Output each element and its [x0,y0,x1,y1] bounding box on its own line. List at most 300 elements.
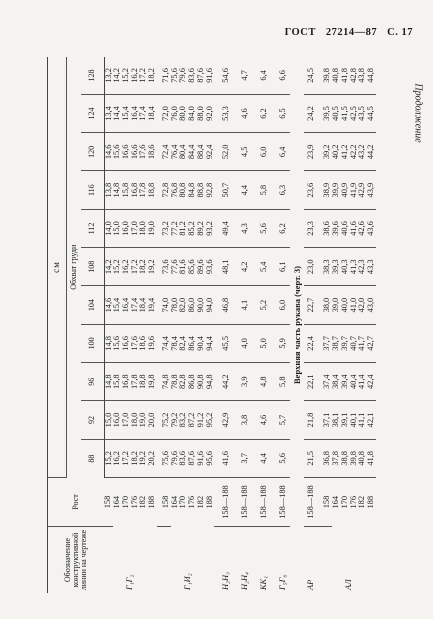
bust-header: Обхват груди [67,57,82,478]
value-cell: 15,2 [104,439,113,477]
value-cell: 74,8 [157,363,171,401]
value-cell: 5,4 [252,248,271,286]
value-cell: 79,2 [171,401,180,439]
value-cell: 4,4 [233,171,252,209]
bust-size-header: 104 [81,286,104,324]
value-cell: 19,0 [139,401,148,439]
value-cell: 49,4 [214,209,233,247]
value-cell: 90,8 [197,363,206,401]
value-cell: 72,0 [157,94,171,132]
height-cell: 170 [178,495,188,509]
value-cell: 41,3 [350,248,359,286]
value-cell: 39,0 [332,286,341,324]
value-cell: 3,7 [233,439,252,477]
table-row [206,57,215,593]
value-cell: 83,6 [179,439,188,477]
table-row [104,57,113,593]
col-header-height: Рост [48,478,105,527]
value-cell: 22,4 [304,324,318,362]
height-cell: 164 [169,495,179,509]
height-cell: 170 [120,495,130,509]
value-cell: 42,0 [358,286,367,324]
value-cell: 79,6 [179,57,188,94]
value-cell: 4,6 [233,94,252,132]
value-cell: 91,6 [206,57,215,94]
bust-size-header: 108 [81,248,104,286]
value-cell: 43,5 [358,94,367,132]
table-row [188,57,197,593]
value-cell: 90,4 [197,324,206,362]
height-cell: 158—188 [252,478,271,527]
value-cell: 39,4 [341,363,350,401]
value-cell: 42,5 [350,94,359,132]
value-cell: 77,6 [171,248,180,286]
value-cell: 41,8 [367,439,376,477]
page-header [275,27,413,38]
value-cell: 87,2 [188,401,197,439]
value-cell: 16,0 [122,209,131,247]
value-cell: 15,4 [122,94,131,132]
value-cell: 14,2 [113,57,122,94]
page-number: С. 17 [387,27,413,38]
table-row [157,57,171,593]
value-cell: 81,2 [179,209,188,247]
value-cell: 40,4 [350,363,359,401]
value-cell: 41,2 [341,133,350,171]
height-cell: 158 [104,478,113,527]
value-cell: 5,8 [271,363,290,401]
value-cell: 73,2 [157,209,171,247]
table-row [341,57,350,593]
height-cell: 182 [357,495,367,509]
value-cell: 71,6 [157,57,171,94]
standard-label: ГОСТ [284,27,316,38]
value-cell: 40,5 [332,94,341,132]
value-cell: 43,3 [367,248,376,286]
value-cell: 6,4 [271,133,290,171]
value-cell: 18,4 [148,94,157,132]
value-cell: 18,0 [139,209,148,247]
value-cell: 19,8 [148,363,157,401]
line-label: АЛ [344,579,354,590]
value-cell: 16,2 [131,57,140,94]
value-cell: 16,0 [113,401,122,439]
value-cell: 16,4 [131,94,140,132]
value-cell: 40,0 [341,286,350,324]
standard-number: 27214—87 [325,27,378,38]
value-cell: 72,4 [157,133,171,171]
section-title: Верхняя часть рукава (черт. 3) [291,266,302,384]
table-row [304,57,318,593]
value-cell: 80,4 [179,133,188,171]
value-cell: 17,6 [131,324,140,362]
value-cell: 93,2 [206,209,215,247]
value-cell: 36,8 [318,439,332,477]
value-cell: 48,1 [214,248,233,286]
value-cell: 74,4 [157,324,171,362]
value-cell: 82,0 [179,286,188,324]
value-cell: 41,8 [341,57,350,94]
line-label: Н₂Н₄ [239,572,249,590]
table-row [318,57,332,593]
table-row [367,57,376,593]
value-cell: 6,5 [271,94,290,132]
value-cell: 39,7 [341,324,350,362]
value-cell: 83,6 [188,57,197,94]
value-cell: 18,2 [131,439,140,477]
value-cell: 5,2 [252,286,271,324]
value-cell: 4,8 [252,363,271,401]
value-cell: 42,8 [350,57,359,94]
value-cell: 91,2 [197,401,206,439]
value-cell: 5,6 [271,439,290,477]
table-row [171,57,180,593]
value-cell: 24,5 [304,57,318,94]
value-cell: 43,8 [358,57,367,94]
value-cell: 19,2 [139,439,148,477]
value-cell: 6,2 [252,94,271,132]
value-cell: 38,0 [318,286,332,324]
bust-size-header: 100 [81,324,104,362]
value-cell: 80,8 [179,171,188,209]
value-cell: 40,8 [358,439,367,477]
height-cell: 164 [112,495,122,509]
value-cell: 15,6 [113,324,122,362]
value-cell: 14,8 [104,363,113,401]
value-cell: 94,4 [206,324,215,362]
height-cell: 158—188 [233,478,252,527]
height-cell: 170 [339,495,349,509]
value-cell: 38,6 [318,209,332,247]
value-cell: 3,9 [233,363,252,401]
height-cell: 188 [147,495,157,509]
height-cell: 188 [204,495,214,509]
value-cell: 18,0 [131,401,140,439]
value-cell: 37,4 [318,363,332,401]
value-cell: 6,4 [252,57,271,94]
value-cell: 90,0 [197,286,206,324]
value-cell: 87,6 [188,439,197,477]
value-cell: 81,6 [179,248,188,286]
value-cell: 16,2 [113,439,122,477]
value-cell: 85,6 [188,248,197,286]
value-cell: 21,5 [304,439,318,477]
value-cell: 18,2 [148,57,157,94]
continuation-text: Продолжение [412,83,424,143]
value-cell: 21,8 [304,401,318,439]
value-cell: 37,8 [332,439,341,477]
height-cell: 158 [318,478,332,527]
value-cell: 14,8 [113,171,122,209]
col-header-label: Обозначение конструктивной линии на чертеже [48,527,105,594]
value-cell: 44,5 [367,94,376,132]
value-cell: 42,9 [358,171,367,209]
height-cell: 158—188 [214,478,233,527]
value-cell: 5,7 [271,401,290,439]
table-row [233,57,252,593]
value-cell: 43,2 [358,133,367,171]
value-cell: 40,2 [332,133,341,171]
value-cell: 5,9 [271,324,290,362]
value-cell: 6,6 [271,57,290,94]
table-row [148,57,157,593]
value-cell: 6,2 [271,209,290,247]
value-cell: 18,6 [148,133,157,171]
value-cell: 16,6 [122,133,131,171]
value-cell: 78,0 [171,286,180,324]
value-cell: 40,6 [341,209,350,247]
value-cell: 19,4 [148,286,157,324]
table-row [131,57,140,593]
height-cell: 182 [138,495,148,509]
value-cell: 18,6 [139,324,148,362]
height-cell: 158 [157,478,171,527]
value-cell: 41,5 [341,94,350,132]
value-cell: 38,7 [332,324,341,362]
value-cell: 4,4 [252,439,271,477]
value-cell: 13,2 [104,57,113,94]
value-cell: 40,3 [341,248,350,286]
table-row [332,57,341,593]
bust-size-header: 88 [81,439,104,477]
table-row [358,57,367,593]
value-cell: 16,8 [122,363,131,401]
value-cell: 41,7 [358,324,367,362]
value-cell: 74,0 [157,286,171,324]
value-cell: 43,9 [367,171,376,209]
units-header: см [48,57,67,478]
value-cell: 41,0 [350,286,359,324]
height-cell: 158—188 [304,478,318,527]
value-cell: 15,0 [104,401,113,439]
value-cell: 4,2 [233,248,252,286]
bust-size-header: 112 [81,209,104,247]
table-row [214,57,233,593]
value-cell: 19,0 [148,209,157,247]
height-cell: 182 [195,495,205,509]
value-cell: 93,6 [206,248,215,286]
table-body [104,57,376,593]
height-cell: 176 [129,495,139,509]
value-cell: 3,8 [233,401,252,439]
continuation-note [411,78,425,148]
value-cell: 84,8 [188,171,197,209]
value-cell: 20,2 [148,439,157,477]
value-cell: 4,5 [233,133,252,171]
value-cell: 44,2 [214,363,233,401]
value-cell: 45,5 [214,324,233,362]
value-cell: 84,0 [188,94,197,132]
value-cell: 15,8 [113,363,122,401]
value-cell: 44,2 [367,133,376,171]
value-cell: 54,6 [214,57,233,94]
value-cell: 17,4 [139,94,148,132]
bust-size-header: 116 [81,171,104,209]
value-cell: 88,8 [197,171,206,209]
height-cell: 188 [365,495,375,509]
table-row [271,57,290,593]
value-cell: 14,2 [104,248,113,286]
value-cell: 91,6 [197,439,206,477]
value-cell: 41,4 [358,363,367,401]
value-cell: 76,4 [171,133,180,171]
value-cell: 83,2 [179,401,188,439]
table-row [113,57,122,593]
value-cell: 82,4 [179,324,188,362]
value-cell: 39,3 [332,248,341,286]
value-cell: 13,8 [104,171,113,209]
value-cell: 38,9 [318,171,332,209]
value-cell: 43,0 [367,286,376,324]
value-cell: 5,0 [252,324,271,362]
value-cell: 17,8 [139,171,148,209]
value-cell: 15,6 [113,133,122,171]
value-cell: 80,0 [179,94,188,132]
value-cell: 72,8 [157,171,171,209]
value-cell: 16,6 [131,133,140,171]
line-label: Г₅Г₆ [277,574,287,590]
value-cell: 42,6 [358,209,367,247]
rotated-table-wrapper [47,57,413,593]
value-cell: 39,2 [318,133,332,171]
value-cell: 23,6 [304,171,318,209]
value-cell: 39,5 [318,94,332,132]
value-cell: 19,2 [148,248,157,286]
value-cell: 38,4 [332,363,341,401]
table-row [252,57,271,593]
value-cell: 89,2 [197,209,206,247]
value-cell: 95,6 [206,439,215,477]
value-cell: 50,7 [214,171,233,209]
value-cell: 6,1 [271,248,290,286]
value-cell: 23,3 [304,209,318,247]
value-cell: 16,4 [122,286,131,324]
value-cell: 92,0 [206,94,215,132]
value-cell: 40,7 [350,324,359,362]
value-cell: 94,8 [206,363,215,401]
value-cell: 41,6 [214,439,233,477]
bust-size-header: 124 [81,94,104,132]
value-cell: 17,0 [122,401,131,439]
value-cell: 40,9 [341,171,350,209]
value-cell: 38,8 [341,439,350,477]
height-cell: 158—188 [271,478,290,527]
table-row [350,57,359,593]
value-cell: 16,6 [122,324,131,362]
value-cell: 40,8 [332,57,341,94]
bust-size-header: 128 [81,57,104,94]
value-cell: 75,6 [171,57,180,94]
value-cell: 37,1 [318,401,332,439]
value-cell: 39,1 [341,401,350,439]
value-cell: 46,8 [214,286,233,324]
value-cell: 77,2 [171,209,180,247]
value-cell: 14,6 [104,286,113,324]
value-cell: 43,6 [367,209,376,247]
value-cell: 15,8 [122,171,131,209]
height-cell: 164 [331,495,341,509]
section-row [290,57,304,593]
measurement-table [47,57,376,593]
value-cell: 6,0 [271,286,290,324]
value-cell: 42,4 [367,363,376,401]
value-cell: 42,2 [350,133,359,171]
value-cell: 4,1 [233,286,252,324]
value-cell: 14,6 [104,133,113,171]
value-cell: 18,8 [139,363,148,401]
value-cell: 79,6 [171,439,180,477]
value-cell: 17,2 [122,439,131,477]
value-cell: 88,0 [197,94,206,132]
table-row [197,57,206,593]
value-cell: 15,4 [113,286,122,324]
value-cell: 78,8 [171,363,180,401]
value-cell: 92,4 [206,133,215,171]
value-cell: 17,0 [131,209,140,247]
line-label: Г₁Г₂ [125,574,135,590]
bust-size-header: 92 [81,401,104,439]
value-cell: 42,3 [358,248,367,286]
value-cell: 39,6 [332,209,341,247]
value-cell: 41,6 [350,209,359,247]
value-cell: 42,9 [214,401,233,439]
value-cell: 40,1 [350,401,359,439]
value-cell: 15,0 [113,209,122,247]
value-cell: 4,7 [233,57,252,94]
value-cell: 17,2 [131,248,140,286]
line-label: АР [305,579,315,590]
value-cell: 15,2 [113,248,122,286]
table-row [122,57,131,593]
value-cell: 76,8 [171,171,180,209]
value-cell: 87,6 [197,57,206,94]
value-cell: 22,1 [304,363,318,401]
value-cell: 6,3 [271,171,290,209]
value-cell: 5,6 [252,209,271,247]
line-label: Г₁И₂ [182,573,192,590]
bust-size-header: 96 [81,363,104,401]
value-cell: 92,8 [206,171,215,209]
value-cell: 14,0 [104,209,113,247]
value-cell: 85,2 [188,209,197,247]
value-cell: 82,8 [179,363,188,401]
value-cell: 4,0 [233,324,252,362]
table-row [139,57,148,593]
value-cell: 19,6 [148,324,157,362]
value-cell: 5,8 [252,171,271,209]
value-cell: 4,3 [233,209,252,247]
value-cell: 39,9 [332,171,341,209]
value-cell: 4,6 [252,401,271,439]
value-cell: 52,0 [214,133,233,171]
value-cell: 13,4 [104,94,113,132]
value-cell: 88,4 [197,133,206,171]
value-cell: 18,8 [148,171,157,209]
value-cell: 37,7 [318,324,332,362]
value-cell: 76,0 [171,94,180,132]
line-label: КК₁ [258,575,268,590]
value-cell: 78,4 [171,324,180,362]
value-cell: 16,8 [131,171,140,209]
value-cell: 17,8 [131,363,140,401]
value-cell: 18,2 [139,248,148,286]
value-cell: 23,0 [304,248,318,286]
value-cell: 95,2 [206,401,215,439]
value-cell: 44,8 [367,57,376,94]
value-cell: 18,4 [139,286,148,324]
value-cell: 38,1 [332,401,341,439]
height-cell: 176 [348,495,358,509]
